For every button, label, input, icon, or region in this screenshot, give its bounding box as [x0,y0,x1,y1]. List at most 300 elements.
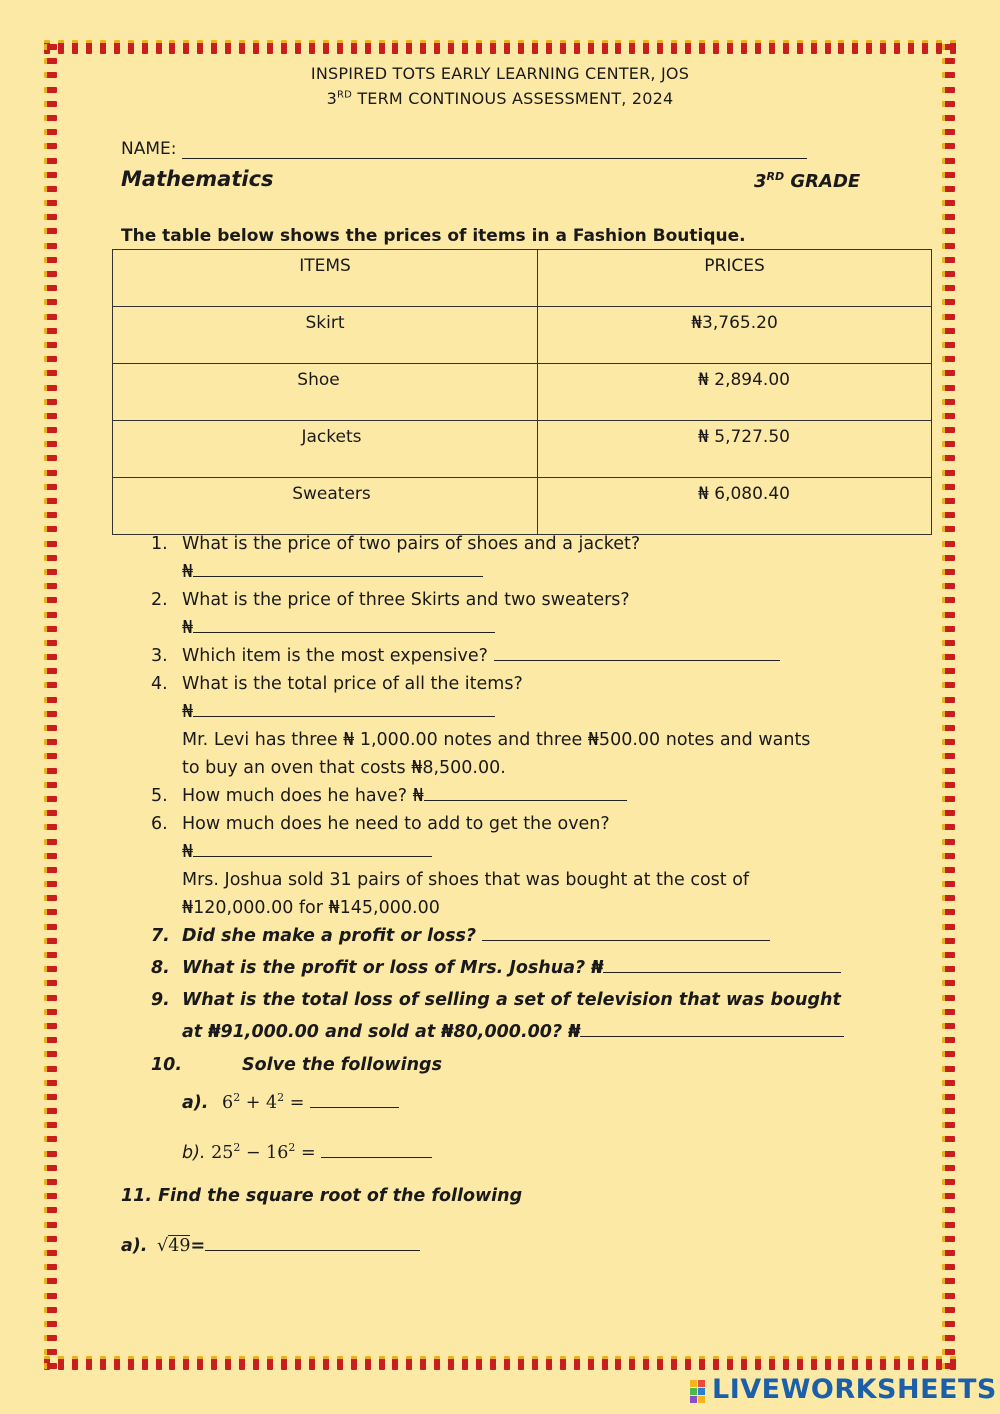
firecracker-ornament [942,1307,955,1313]
firecracker-ornament [942,413,955,419]
firecracker-ornament [44,1250,57,1256]
firecracker-ornament [337,40,343,54]
firecracker-ornament [44,1307,57,1313]
firecracker-ornament [643,1356,649,1370]
table-header-row [113,250,932,307]
firecracker-ornament [295,40,301,54]
firecracker-ornament [532,1356,538,1370]
firecracker-ornament [44,1122,57,1128]
price-cell: ₦ 6,080.40 [538,478,932,535]
firecracker-ornament [825,40,831,54]
firecracker-ornament [44,1094,57,1100]
firecracker-ornament [942,1278,955,1284]
firecracker-ornament [942,1222,955,1228]
firecracker-ornament [44,541,57,547]
price-cell: ₦3,765.20 [538,307,932,364]
firecracker-ornament [44,1193,57,1199]
firecracker-ornament [942,1108,955,1114]
firecracker-ornament [337,1356,343,1370]
firecracker-ornament [942,498,955,504]
firecracker-ornament [44,342,57,348]
firecracker-ornament [44,938,57,944]
math-expression: $25^2 - 16^2$ = [211,1141,322,1163]
firecracker-ornament [942,938,955,944]
firecracker-ornament [44,1023,57,1029]
answer-line[interactable] [310,1089,399,1108]
firecracker-ornament [942,541,955,547]
firecracker-ornament [253,1356,259,1370]
firecracker-ornament [44,1363,57,1369]
firecracker-ornament [942,342,955,348]
firecracker-ornament [58,1356,64,1370]
firecracker-ornament [942,1122,955,1128]
firecracker-ornament [142,40,148,54]
question-text-wrap [182,642,780,670]
naira-symbol: ₦ [182,842,194,862]
answer-line[interactable] [205,1232,420,1251]
firecracker-ornament [448,1356,454,1370]
firecracker-ornament [406,1356,412,1370]
firecracker-ornament [114,40,120,54]
firecracker-ornament [942,824,955,830]
firecracker-ornament [44,924,57,930]
firecracker-ornament [44,739,57,745]
firecracker-ornament [183,1356,189,1370]
answer-line[interactable] [494,642,780,661]
table-intro: The table below shows the prices of items in a Fashion Boutique. [121,226,746,246]
firecracker-ornament [942,1151,955,1157]
firecracker-ornament [942,555,955,561]
firecracker-ornament [532,40,538,54]
firecracker-ornament [922,40,928,54]
firecracker-ornament [699,40,705,54]
firecracker-ornament [169,40,175,54]
firecracker-ornament [866,40,872,54]
firecracker-ornament [797,40,803,54]
question-text: Did she make a profit or loss? [182,926,477,946]
firecracker-ornament [44,228,57,234]
question-text: What is the total price of all the items? [182,674,523,694]
answer-4 [182,698,495,726]
answer-line[interactable] [193,558,483,577]
firecracker-ornament [169,1356,175,1370]
firecracker-ornament [351,40,357,54]
firecracker-ornament [239,1356,245,1370]
firecracker-ornament [44,129,57,135]
firecracker-ornament [44,484,57,490]
firecracker-ornament [942,1165,955,1171]
firecracker-ornament [504,40,510,54]
firecracker-ornament [476,40,482,54]
firecracker-ornament [365,1356,371,1370]
firecracker-ornament [942,654,955,660]
firecracker-ornament [44,1207,57,1213]
firecracker-ornament [942,1179,955,1185]
firecracker-ornament [44,711,57,717]
firecracker-ornament [44,385,57,391]
question-text: How much does he need to add to get the oven? [182,814,610,834]
firecracker-ornament [44,200,57,206]
firecracker-ornament [942,1037,955,1043]
firecracker-ornament [942,314,955,320]
firecracker-ornament [44,597,57,603]
answer-2 [182,614,495,642]
firecracker-ornament [44,498,57,504]
firecracker-ornament [942,328,955,334]
answer-line[interactable] [193,614,495,633]
firecracker-ornament [44,753,57,759]
firecracker-ornament [420,1356,426,1370]
firecracker-ornament [44,668,57,674]
firecracker-ornament [713,40,719,54]
question-text: What is the total loss of selling a set of television that was bought [182,990,841,1010]
firecracker-ornament [942,257,955,263]
question-number: 5. [151,786,168,806]
firecracker-ornament [365,40,371,54]
column-header-prices: PRICES [538,250,932,307]
firecracker-ornament [880,1356,886,1370]
firecracker-ornament [942,569,955,575]
firecracker-ornament [72,1356,78,1370]
firecracker-ornament [44,427,57,433]
firecracker-ornament [44,569,57,575]
firecracker-ornament [44,1321,57,1327]
firecracker-ornament [156,1356,162,1370]
firecracker-ornament [629,1356,635,1370]
firecracker-ornament [942,228,955,234]
firecracker-ornament [942,1009,955,1015]
firecracker-ornament [942,44,955,50]
question-number: 8. [151,958,170,978]
firecracker-ornament [942,115,955,121]
price-cell: ₦ 2,894.00 [538,364,932,421]
firecracker-ornament [44,881,57,887]
question-9-line-2 [182,1018,844,1046]
firecracker-ornament [727,40,733,54]
firecracker-ornament [225,1356,231,1370]
firecracker-ornament [44,796,57,802]
firecracker-ornament [894,40,900,54]
firecracker-ornament [392,1356,398,1370]
firecracker-ornament [267,40,273,54]
answer-1 [182,558,483,586]
name-input-line[interactable] [182,142,807,159]
question-text-wrap [182,782,627,810]
firecracker-ornament [574,1356,580,1370]
firecracker-ornament [44,995,57,1001]
joshua-story-line-1: Mrs. Joshua sold 31 pairs of shoes that was bought at the cost of [182,870,750,890]
firecracker-ornament [942,143,955,149]
firecracker-ornament [942,172,955,178]
question-11a [121,1232,420,1260]
decorative-border-right [942,44,956,1370]
firecracker-ornament [942,512,955,518]
firecracker-ornament [434,1356,440,1370]
firecracker-ornament [44,654,57,660]
firecracker-ornament [942,839,955,845]
firecracker-ornament [866,1356,872,1370]
firecracker-ornament [295,1356,301,1370]
firecracker-ornament [894,1356,900,1370]
firecracker-ornament [942,1363,955,1369]
question-number: 9. [151,990,170,1010]
firecracker-ornament [657,1356,663,1370]
answer-line[interactable] [424,782,627,801]
firecracker-ornament [942,1094,955,1100]
item-cell: Jackets [113,421,538,478]
firecracker-ornament [942,385,955,391]
question-number: 2. [151,590,168,610]
firecracker-ornament [838,40,844,54]
firecracker-ornament [755,40,761,54]
firecracker-ornament [942,895,955,901]
firecracker-ornament [267,1356,273,1370]
firecracker-ornament [44,1009,57,1015]
firecracker-ornament [602,40,608,54]
firecracker-ornament [44,612,57,618]
firecracker-ornament [942,427,955,433]
firecracker-ornament [392,40,398,54]
answer-line[interactable] [603,954,841,973]
sub-question-label: b). [182,1142,206,1163]
liveworksheets-logo [690,1374,997,1405]
firecracker-ornament [309,1356,315,1370]
logo-text: LIVEWORKSHEETS [712,1374,997,1405]
firecracker-ornament [942,299,955,305]
firecracker-ornament [643,40,649,54]
firecracker-ornament [942,768,955,774]
firecracker-ornament [44,697,57,703]
firecracker-ornament [44,441,57,447]
firecracker-ornament [942,356,955,362]
firecracker-ornament [323,1356,329,1370]
table-row [113,421,932,478]
firecracker-ornament [942,129,955,135]
firecracker-ornament [44,1222,57,1228]
firecracker-ornament [44,1165,57,1171]
firecracker-ornament [942,1207,955,1213]
answer-line[interactable] [193,838,432,857]
question-number: 4. [151,674,168,694]
firecracker-ornament [942,370,955,376]
firecracker-ornament [44,583,57,589]
firecracker-ornament [908,40,914,54]
table-row [113,478,932,535]
firecracker-ornament [741,1356,747,1370]
firecracker-ornament [942,1349,955,1355]
firecracker-ornament [462,1356,468,1370]
firecracker-ornament [281,40,287,54]
firecracker-ornament [44,1066,57,1072]
firecracker-ornament [942,711,955,717]
question-number: 1. [151,534,168,554]
answer-line[interactable] [482,922,770,941]
firecracker-ornament [942,271,955,277]
item-cell: Sweaters [113,478,538,535]
firecracker-ornament [72,40,78,54]
firecracker-ornament [942,995,955,1001]
firecracker-ornament [942,243,955,249]
firecracker-ornament [811,1356,817,1370]
firecracker-ornament [281,1356,287,1370]
firecracker-ornament [727,1356,733,1370]
firecracker-ornament [741,40,747,54]
firecracker-ornament [942,455,955,461]
price-table [112,249,932,535]
firecracker-ornament [942,200,955,206]
firecracker-ornament [351,1356,357,1370]
firecracker-ornament [769,1356,775,1370]
firecracker-ornament [44,1037,57,1043]
firecracker-ornament [44,839,57,845]
firecracker-ornament [44,172,57,178]
firecracker-ornament [44,1108,57,1114]
math-expression: $6^2 + 4^2$ = [222,1091,310,1113]
firecracker-ornament [908,1356,914,1370]
firecracker-ornament [44,1136,57,1142]
firecracker-ornament [44,555,57,561]
question-text: What is the price of three Skirts and two sweaters? [182,590,630,610]
firecracker-ornament [462,40,468,54]
firecracker-ornament [44,399,57,405]
firecracker-ornament [211,40,217,54]
firecracker-ornament [942,1335,955,1341]
firecracker-ornament [769,40,775,54]
firecracker-ornament [615,1356,621,1370]
firecracker-ornament [942,597,955,603]
firecracker-ornament [699,1356,705,1370]
firecracker-ornament [44,810,57,816]
firecracker-ornament [657,40,663,54]
firecracker-ornament [942,725,955,731]
firecracker-ornament [44,186,57,192]
firecracker-ornament [942,881,955,887]
firecracker-ornament [685,40,691,54]
firecracker-ornament [253,40,259,54]
firecracker-ornament [942,1321,955,1327]
firecracker-ornament [942,1066,955,1072]
firecracker-ornament [211,1356,217,1370]
firecracker-ornament [379,1356,385,1370]
firecracker-ornament [44,1293,57,1299]
sub-question-label: a). [121,1236,148,1256]
firecracker-ornament [128,40,134,54]
firecracker-ornament [588,40,594,54]
firecracker-ornament [44,966,57,972]
question-10b [182,1134,432,1167]
answer-line[interactable] [580,1018,844,1037]
firecracker-ornament [44,370,57,376]
firecracker-ornament [44,143,57,149]
firecracker-ornament [942,484,955,490]
firecracker-ornament [942,441,955,447]
answer-line[interactable] [321,1139,432,1158]
firecracker-ornament [44,44,57,50]
firecracker-ornament [602,1356,608,1370]
sub-question-label: a). [182,1092,209,1113]
firecracker-ornament [942,668,955,674]
firecracker-ornament [942,640,955,646]
firecracker-ornament [490,40,496,54]
firecracker-ornament [546,1356,552,1370]
firecracker-ornament [629,40,635,54]
firecracker-ornament [797,1356,803,1370]
table-row [113,307,932,364]
firecracker-ornament [44,512,57,518]
firecracker-ornament [183,40,189,54]
naira-symbol: ₦ [182,618,194,638]
firecracker-ornament [671,1356,677,1370]
question-11: 11. Find the square root of the following [121,1186,523,1206]
firecracker-ornament [942,186,955,192]
firecracker-ornament [44,158,57,164]
table-row [113,364,932,421]
firecracker-ornament [44,526,57,532]
firecracker-ornament [44,470,57,476]
question-10a [182,1084,399,1117]
question-text: How much does he have? ₦ [182,786,424,806]
firecracker-ornament [942,399,955,405]
firecracker-ornament [942,924,955,930]
firecracker-ornament [44,413,57,419]
firecracker-ornament [44,725,57,731]
naira-symbol: ₦ [182,562,194,582]
firecracker-ornament [546,40,552,54]
question-number: 10. [151,1055,183,1075]
firecracker-ornament [942,526,955,532]
firecracker-ornament [44,285,57,291]
math-expression: √49 [157,1236,191,1256]
firecracker-ornament [225,40,231,54]
firecracker-ornament [128,1356,134,1370]
firecracker-ornament [942,1051,955,1057]
firecracker-ornament [942,966,955,972]
firecracker-ornament [86,40,92,54]
firecracker-ornament [44,895,57,901]
firecracker-ornament [44,115,57,121]
firecracker-ornament [44,257,57,263]
firecracker-ornament [942,682,955,688]
firecracker-ornament [713,1356,719,1370]
firecracker-ornament [942,1193,955,1199]
firecracker-ornament [942,1080,955,1086]
firecracker-ornament [44,824,57,830]
grade-label: 3RD GRADE [754,170,861,192]
firecracker-ornament [44,1335,57,1341]
firecracker-ornament [44,314,57,320]
answer-line[interactable] [193,698,495,717]
firecracker-ornament [323,40,329,54]
firecracker-ornament [755,1356,761,1370]
firecracker-ornament [942,1293,955,1299]
firecracker-ornament [942,796,955,802]
price-cell: ₦ 5,727.50 [538,421,932,478]
firecracker-ornament [58,40,64,54]
firecracker-ornament [100,1356,106,1370]
decorative-border-left [44,44,58,1370]
firecracker-ornament [942,470,955,476]
firecracker-ornament [783,1356,789,1370]
question-text: at ₦91,000.00 and sold at ₦80,000.00? ₦ [182,1022,581,1042]
firecracker-ornament [838,1356,844,1370]
levi-story-line-1: Mr. Levi has three ₦ 1,000.00 notes and three ₦500.00 notes and wants [182,730,811,750]
firecracker-ornament [942,612,955,618]
firecracker-ornament [942,980,955,986]
firecracker-ornament [942,1250,955,1256]
firecracker-ornament [942,583,955,589]
name-label: NAME: [121,139,177,159]
firecracker-ornament [942,782,955,788]
